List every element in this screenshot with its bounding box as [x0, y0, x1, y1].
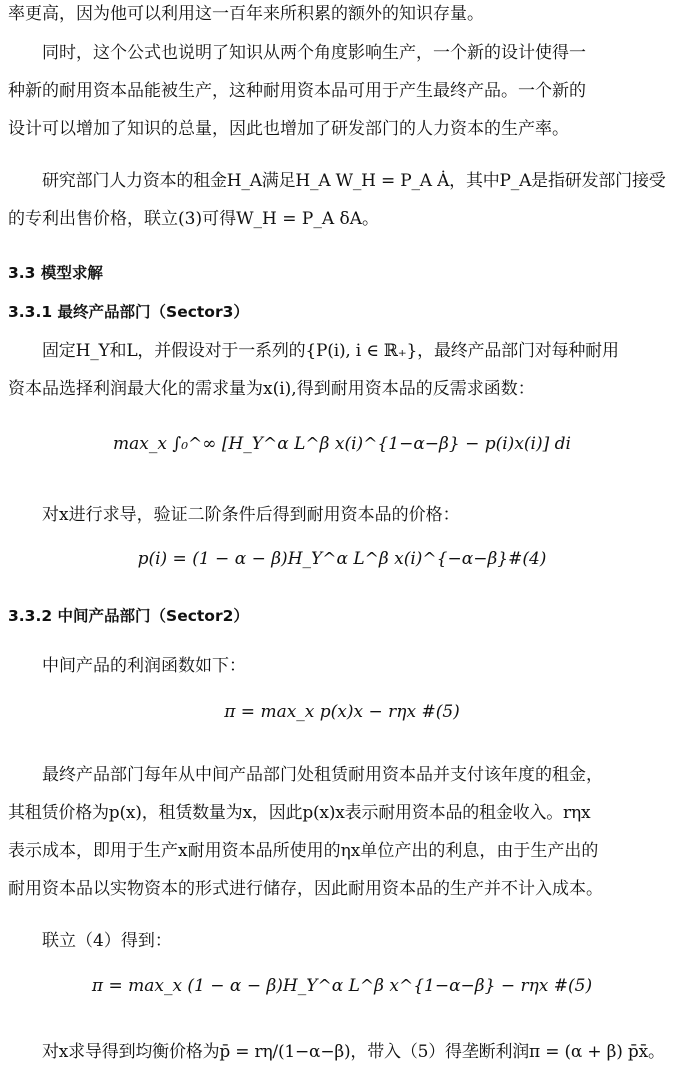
paragraph-line-15: 联立（4）得到：	[42, 931, 172, 951]
equation-3: π = max_x p(x)x − rηx #(5)	[224, 702, 460, 722]
equation-2: p(i) = (1 − α − β)H_Y^α L^β x(i)^{−α−β}#(4)	[137, 549, 547, 569]
paragraph-line-5: 研究部门人力资本的租金H_A满足H_A W_H = P_A Ȧ，其中P_A是指研发部门接受	[42, 171, 666, 191]
section-heading-3-3-1: 3.3.1 最终产品部门（Sector3）	[8, 303, 249, 321]
paragraph-line-8: 资本品选择利润最大化的需求量为x(i),得到耐用资本品的反需求函数：	[8, 379, 535, 399]
paragraph-line-16: 对x求导得到均衡价格为p̄ = rη/(1−α−β)，带入（5）得垄断利润π = (α + β) p̄x̄。	[42, 1042, 665, 1062]
paragraph-line-6: 的专利出售价格，联立(3)可得W_H = P_A δA。	[8, 209, 380, 229]
paragraph-line-11: 最终产品部门每年从中间产品部门处租赁耐用资本品并支付该年度的租金，	[42, 765, 603, 785]
paragraph-line-10: 中间产品的利润函数如下：	[42, 656, 246, 676]
paragraph-line-1: 率更高，因为他可以利用这一百年来所积累的额外的知识存量。	[8, 4, 484, 24]
paragraph-line-12: 其租赁价格为p(x)，租赁数量为x，因此p(x)x表示耐用资本品的租金收入。rηx	[8, 803, 591, 823]
paragraph-line-14: 耐用资本品以实物资本的形式进行储存，因此耐用资本品的生产并不计入成本。	[8, 879, 603, 899]
section-heading-3-3-2: 3.3.2 中间产品部门（Sector2）	[8, 607, 249, 625]
paragraph-line-3: 种新的耐用资本品能被生产，这种耐用资本品可用于产生最终产品。一个新的	[8, 81, 586, 101]
paragraph-line-4: 设计可以增加了知识的总量，因此也增加了研发部门的人力资本的生产率。	[8, 119, 569, 139]
paragraph-line-2: 同时，这个公式也说明了知识从两个角度影响生产，一个新的设计使得一	[42, 43, 586, 63]
equation-4: π = max_x (1 − α − β)H_Y^α L^β x^{1−α−β} − rηx #(5)	[91, 976, 593, 996]
equation-1: max_x ∫₀^∞ [H_Y^α L^β x(i)^{1−α−β} − p(i)x(i)] di	[113, 434, 571, 454]
paragraph-line-7: 固定H_Y和L，并假设对于一系列的{P(i), i ∈ ℝ₊}，最终产品部门对每种耐用	[42, 341, 619, 361]
paragraph-line-13: 表示成本，即用于生产x耐用资本品所使用的ηx单位产出的利息，由于生产出的	[8, 841, 599, 861]
paragraph-line-9: 对x进行求导，验证二阶条件后得到耐用资本品的价格：	[42, 505, 460, 525]
section-heading-3-3: 3.3 模型求解	[8, 264, 103, 282]
